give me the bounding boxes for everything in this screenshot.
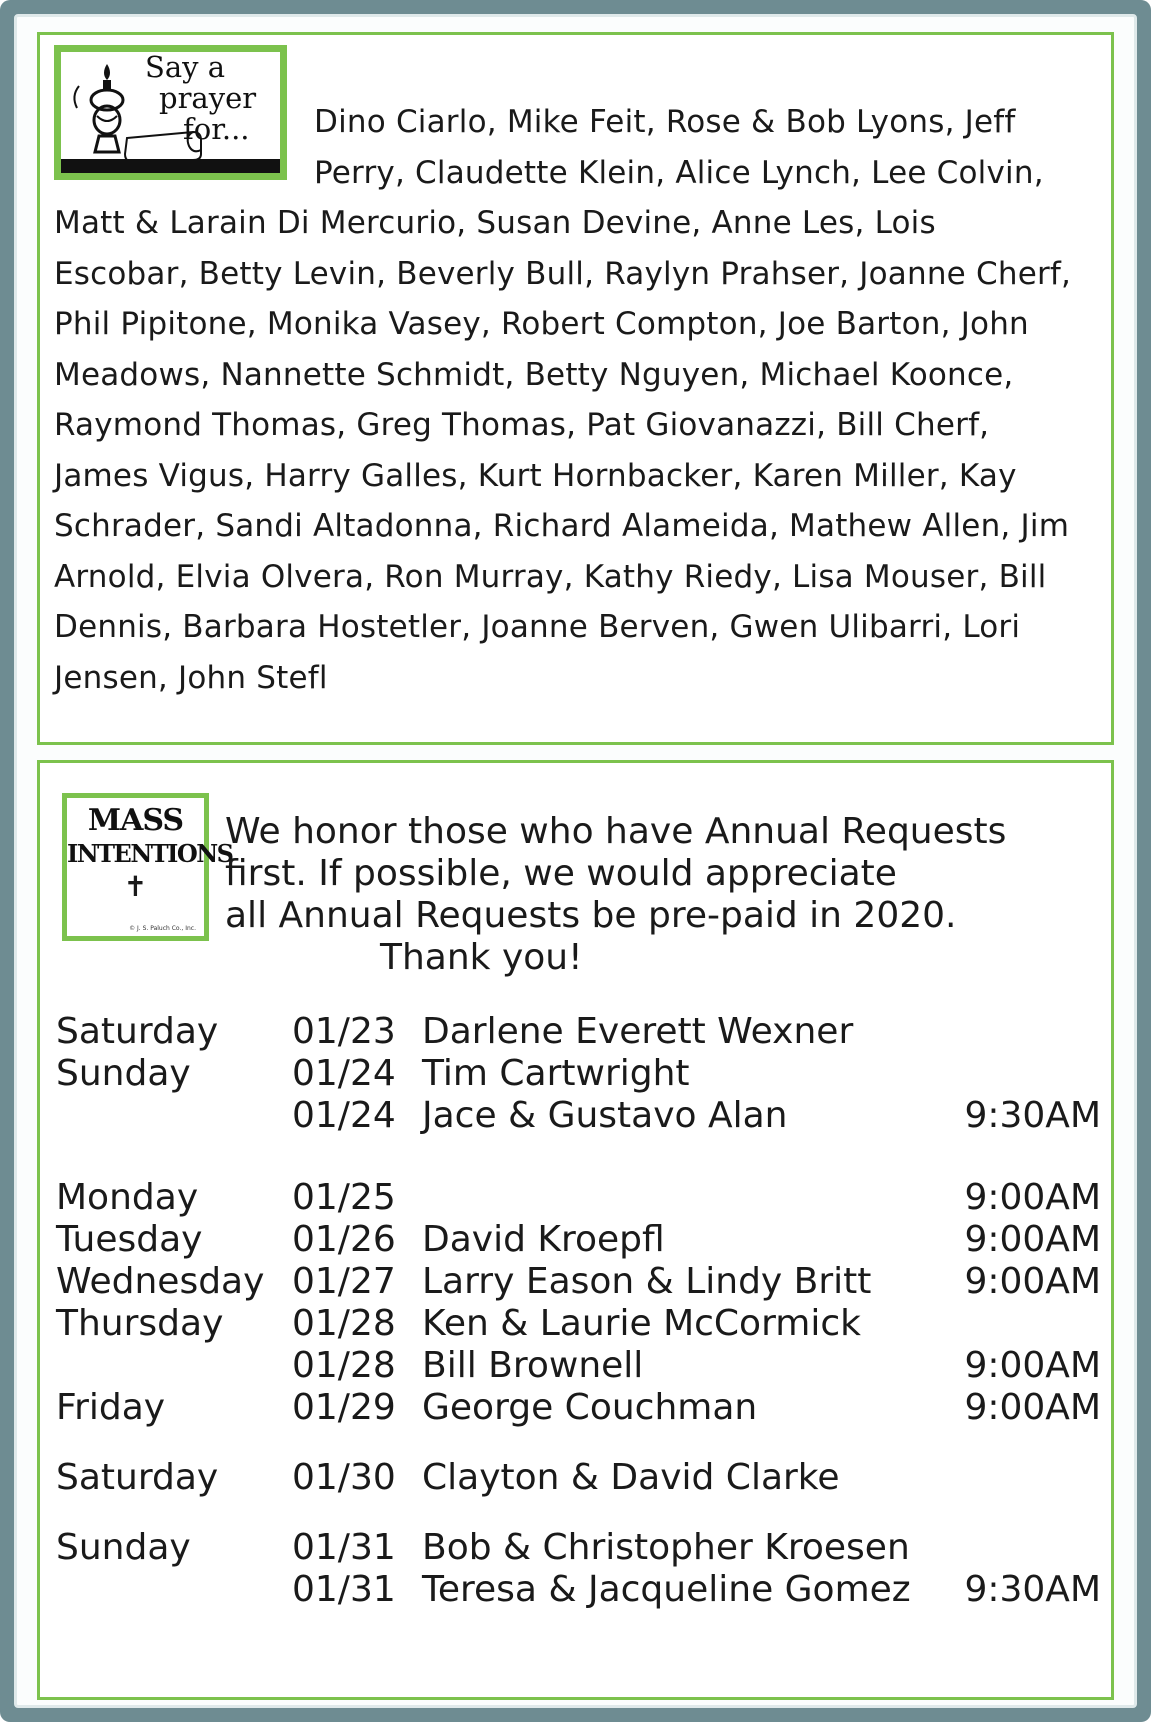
schedule-intention: Clayton & David Clarke: [422, 1457, 840, 1498]
mass-intentions-panel: [37, 760, 1114, 1700]
schedule-row: [56, 1387, 1101, 1429]
cross-icon: ✝: [123, 870, 148, 903]
schedule-intention: Teresa & Jacqueline Gomez: [422, 1569, 911, 1610]
page-frame-inner: [14, 14, 1137, 1708]
mass-logo-line-2: INTENTIONS: [67, 839, 233, 868]
schedule-date: 01/27: [292, 1261, 396, 1302]
schedule-date: 01/30: [292, 1457, 396, 1498]
schedule-day: Wednesday: [56, 1261, 265, 1302]
schedule-date: 01/23: [292, 1011, 396, 1052]
schedule-row: [56, 1095, 1101, 1137]
schedule-intention: Jace & Gustavo Alan: [422, 1095, 788, 1136]
logo-maker-credit: © J. S. Paluch Co., Inc.: [129, 925, 196, 932]
schedule-date: 01/25: [292, 1177, 396, 1218]
mass-schedule: [56, 1011, 1101, 1611]
schedule-day: Saturday: [56, 1457, 219, 1498]
schedule-time: 9:00AM: [964, 1345, 1101, 1386]
prayer-panel: [37, 32, 1114, 745]
schedule-day: Sunday: [56, 1053, 191, 1094]
schedule-date: 01/29: [292, 1387, 396, 1428]
schedule-day: Sunday: [56, 1527, 191, 1568]
logo-line-2: prayer: [159, 81, 257, 115]
schedule-time: 9:30AM: [964, 1569, 1101, 1610]
schedule-row: [56, 1345, 1101, 1387]
mass-logo-line-1: MASS: [87, 803, 184, 838]
schedule-time: 9:00AM: [964, 1219, 1101, 1260]
schedule-intention: Darlene Everett Wexner: [422, 1011, 854, 1052]
schedule-row: [56, 1219, 1101, 1261]
schedule-row: [56, 1177, 1101, 1219]
schedule-date: 01/24: [292, 1095, 396, 1136]
mass-intentions-logo: [62, 793, 233, 941]
schedule-date: 01/26: [292, 1219, 396, 1260]
prayer-names-block: [54, 97, 1074, 703]
prayer-names: Dino Ciarlo, Mike Feit, Rose & Bob Lyons, Jeff Perry, Claudette Klein, Alice Lynch, Lee Colvin, Matt & Larain Di Mercurio, Susan Devine, Anne Les, Lois Escobar, Betty Levin, Beverly Bull, Raylyn Prahser, Joanne Cherf, Phil Pipitone, Monika Vasey, Robert Compton, Joe Barton, John Meadows, Nannette Schmidt, Betty Nguyen, Michael Koonce, Raymond Thomas, Greg Thomas, Pat Giovanazzi, Bill Cherf, James Vigus, Harry Galles, Kurt Hornbacker, Karen Miller, Kay Schrader, Sandi Altadonna, Richard Alameida, Mathew Allen, Jim Arnold, Elvia Olvera, Ron Murray, Kathy Riedy, Lisa Mouser, Bill Dennis, Barbara Hostetler, Joanne Berven, Gwen Ulibarri, Lori Jensen, John Stefl: [54, 104, 1072, 696]
schedule-row: [56, 1527, 1101, 1569]
schedule-intention: Tim Cartwright: [422, 1053, 690, 1094]
schedule-intention: Ken & Laurie McCormick: [422, 1303, 861, 1344]
schedule-time: 9:00AM: [964, 1261, 1101, 1302]
schedule-date: 01/28: [292, 1345, 396, 1386]
schedule-intention: Bill Brownell: [422, 1345, 644, 1386]
schedule-day: Thursday: [56, 1303, 224, 1344]
mass-intro: [225, 811, 1006, 979]
schedule-day: Tuesday: [56, 1219, 203, 1260]
schedule-row: [56, 1457, 1101, 1499]
schedule-row: [56, 1053, 1101, 1095]
schedule-date: 01/24: [292, 1053, 396, 1094]
schedule-intention: David Kroepfl: [422, 1219, 665, 1260]
schedule-row: [56, 1303, 1101, 1345]
logo-line-3: for...: [183, 112, 250, 146]
schedule-date: 01/28: [292, 1303, 396, 1344]
schedule-intention: Larry Eason & Lindy Britt: [422, 1261, 872, 1302]
intro-thanks: Thank you!: [380, 937, 583, 978]
schedule-day: Friday: [56, 1387, 166, 1428]
schedule-time: 9:00AM: [964, 1387, 1101, 1428]
intro-line-2: first. If possible, we would appreciate: [225, 853, 897, 894]
schedule-day: Saturday: [56, 1011, 219, 1052]
schedule-intention: Bob & Christopher Kroesen: [422, 1527, 910, 1568]
schedule-time: 9:00AM: [964, 1177, 1101, 1218]
schedule-row: [56, 1261, 1101, 1303]
schedule-intention: George Couchman: [422, 1387, 758, 1428]
schedule-row: [56, 1011, 1101, 1053]
logo-line-1: Say a: [145, 50, 226, 84]
intro-line-3: all Annual Requests be pre-paid in 2020.: [225, 895, 957, 936]
intro-line-1: We honor those who have Annual Requests: [225, 811, 1007, 852]
schedule-day: Monday: [56, 1177, 199, 1218]
schedule-time: 9:30AM: [964, 1095, 1101, 1136]
schedule-row: [56, 1569, 1101, 1611]
schedule-date: 01/31: [292, 1569, 396, 1610]
schedule-date: 01/31: [292, 1527, 396, 1568]
